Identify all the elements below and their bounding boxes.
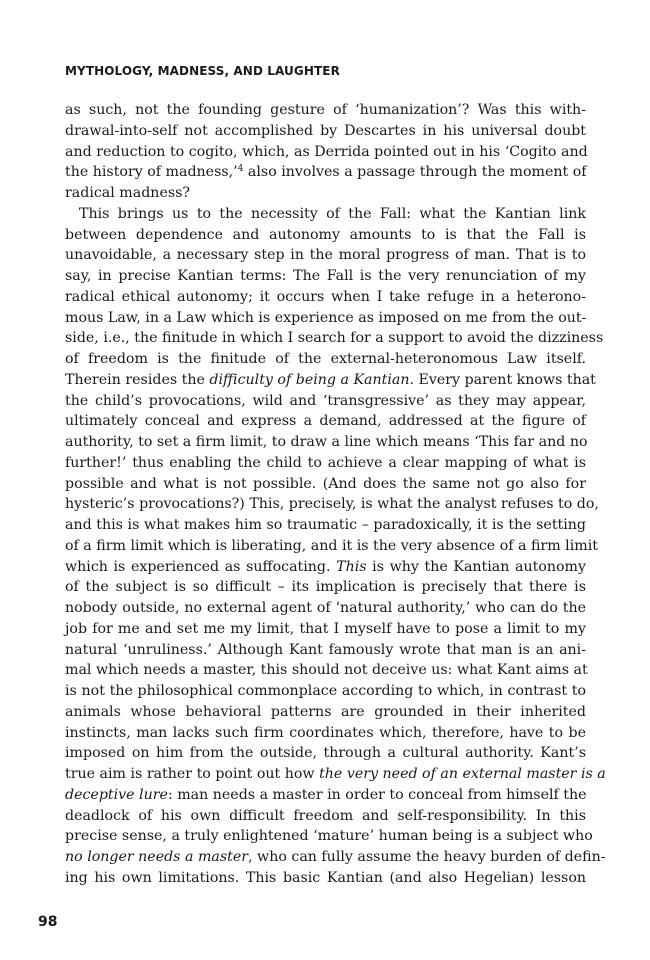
text-run: and reduction to cogito, which, as Derrida pointed out in his ‘Cogito and (65, 143, 588, 160)
footnote-ref: 4 (237, 164, 244, 175)
text-run: deadlock of his own difficult freedom and self-responsibility. In this (65, 807, 586, 824)
text-line (65, 640, 586, 661)
text-run: also involves a passage through the moment of (243, 164, 587, 181)
text-line (65, 577, 586, 598)
text-run: , who can fully assume the heavy burden of defin- (248, 849, 606, 865)
text-line (65, 308, 586, 329)
text-run: animals whose behavioral patterns are grounded in their inherited (65, 703, 586, 720)
text-run: of freedom is the finitude of the external-heteronomous Law itself. (65, 351, 586, 367)
text-run: as such, not the founding gesture of ‘humanization’? Was this with- (65, 102, 586, 118)
text-line (65, 142, 586, 163)
text-line (65, 536, 598, 557)
text-run: side, i.e., the finitude in which I search for a support to avoid the dizziness (65, 330, 604, 347)
text-line (65, 785, 586, 806)
text-line (65, 225, 586, 246)
text-run: drawal-into-self not accomplished by Descartes in his universal doubt (65, 122, 586, 139)
text-run: authority, to set a firm limit, to draw a line which means ‘This far and no (65, 434, 588, 450)
text-line (65, 328, 604, 349)
text-run: job for me and set me my limit, that I myself have to pose a limit to my (65, 620, 586, 637)
text-line (65, 391, 586, 412)
text-run: ultimately conceal and express a demand, addressed at the figure of (65, 413, 586, 430)
text-line (65, 162, 586, 183)
text-run: and this is what makes him so traumatic – paradoxically, it is the setting (65, 517, 586, 533)
text-run: say, in precise Kantian terms: The Fall is the very renunciation of my (65, 268, 586, 284)
text-run: Every parent knows that (414, 371, 596, 388)
text-line (65, 494, 599, 515)
text-line (65, 681, 586, 702)
text-line (65, 245, 586, 266)
text-line (65, 183, 586, 204)
body-text (65, 100, 606, 889)
text-line (65, 702, 586, 723)
text-run: : man needs a master in order to conceal from himself the (167, 786, 587, 803)
text-run: hysteric’s provocations?) This, precisely, is what the analyst refuses to do, (65, 496, 599, 513)
text-run: Therein resides the (65, 371, 210, 388)
text-line (65, 121, 586, 142)
text-line (65, 847, 606, 868)
text-run: radical madness? (65, 185, 191, 201)
text-run: possible and what is not possible. (And does the same not go also for (65, 475, 586, 492)
page-number: 98 (38, 914, 58, 930)
text-run: mal which needs a master, this should not deceive us: what Kant aims at (65, 662, 588, 679)
text-line (65, 619, 586, 640)
text-line (65, 432, 586, 453)
text-line (65, 204, 586, 225)
text-run: between dependence and autonomy amounts to is that the Fall is (65, 226, 586, 243)
text-run: radical ethical autonomy; it occurs when I take refuge in a heterono- (65, 288, 586, 305)
text-run: is not the philosophical commonplace according to which, in contrast to (65, 683, 586, 699)
text-run: natural ‘unruliness.’ Although Kant famously wrote that man is an ani- (65, 641, 586, 658)
text-line (65, 100, 586, 121)
text-line (65, 287, 586, 308)
text-run: unavoidable, a necessary step in the moral progress of man. That is to (65, 247, 586, 264)
italic-text: no longer needs a master (65, 849, 249, 865)
text-run: the history of madness,’ (65, 164, 238, 181)
text-run: instincts, man lacks such firm coordinates which, therefore, have to be (65, 724, 586, 741)
text-run: ing his own limitations. This basic Kantian (and also Hegelian) lesson (65, 869, 586, 886)
text-line (65, 743, 586, 764)
text-run: of the subject is so difficult – its implication is precisely that there is (65, 579, 586, 596)
text-run: is why the Kantian autonomy (366, 558, 586, 575)
text-line (65, 411, 586, 432)
text-line (65, 660, 586, 681)
text-line (65, 453, 586, 474)
text-line (65, 474, 586, 495)
italic-text: difficulty of being a Kantian. (209, 371, 414, 388)
text-line (65, 826, 593, 847)
text-run: mous Law, in a Law which is experience as imposed on me from the out- (65, 309, 587, 326)
text-line (65, 349, 586, 370)
text-run: This brings us to the necessity of the Fall: what the Kantian link (79, 205, 586, 222)
text-line (65, 868, 586, 889)
italic-text: This (336, 558, 367, 575)
text-line (65, 598, 586, 619)
text-run: the child’s provocations, wild and ‘transgressive’ as they may appear, (65, 392, 586, 409)
text-line (65, 515, 586, 536)
text-run: imposed on him from the outside, through a cultural authority. Kant’s (65, 745, 586, 762)
running-head: MYTHOLOGY, MADNESS, AND LAUGHTER (65, 64, 340, 78)
text-run: further!’ thus enabling the child to achieve a clear mapping of what is (65, 454, 586, 471)
text-line (65, 266, 586, 287)
text-line (65, 557, 586, 578)
text-line (65, 806, 586, 827)
text-line (65, 370, 596, 391)
italic-text: deceptive lure (65, 786, 168, 803)
text-line (65, 723, 586, 744)
text-run: precise sense, a truly enlightened ‘mature’ human being is a subject who (65, 828, 593, 845)
text-line (65, 764, 606, 785)
text-run: nobody outside, no external agent of ‘natural authority,’ who can do the (65, 600, 586, 616)
text-run: true aim is rather to point out how (65, 766, 320, 782)
text-run: which is experienced as suffocating. (65, 558, 337, 575)
italic-text: the very need of an external master is a (319, 766, 606, 782)
text-run: of a firm limit which is liberating, and it is the very absence of a firm limit (65, 537, 598, 554)
